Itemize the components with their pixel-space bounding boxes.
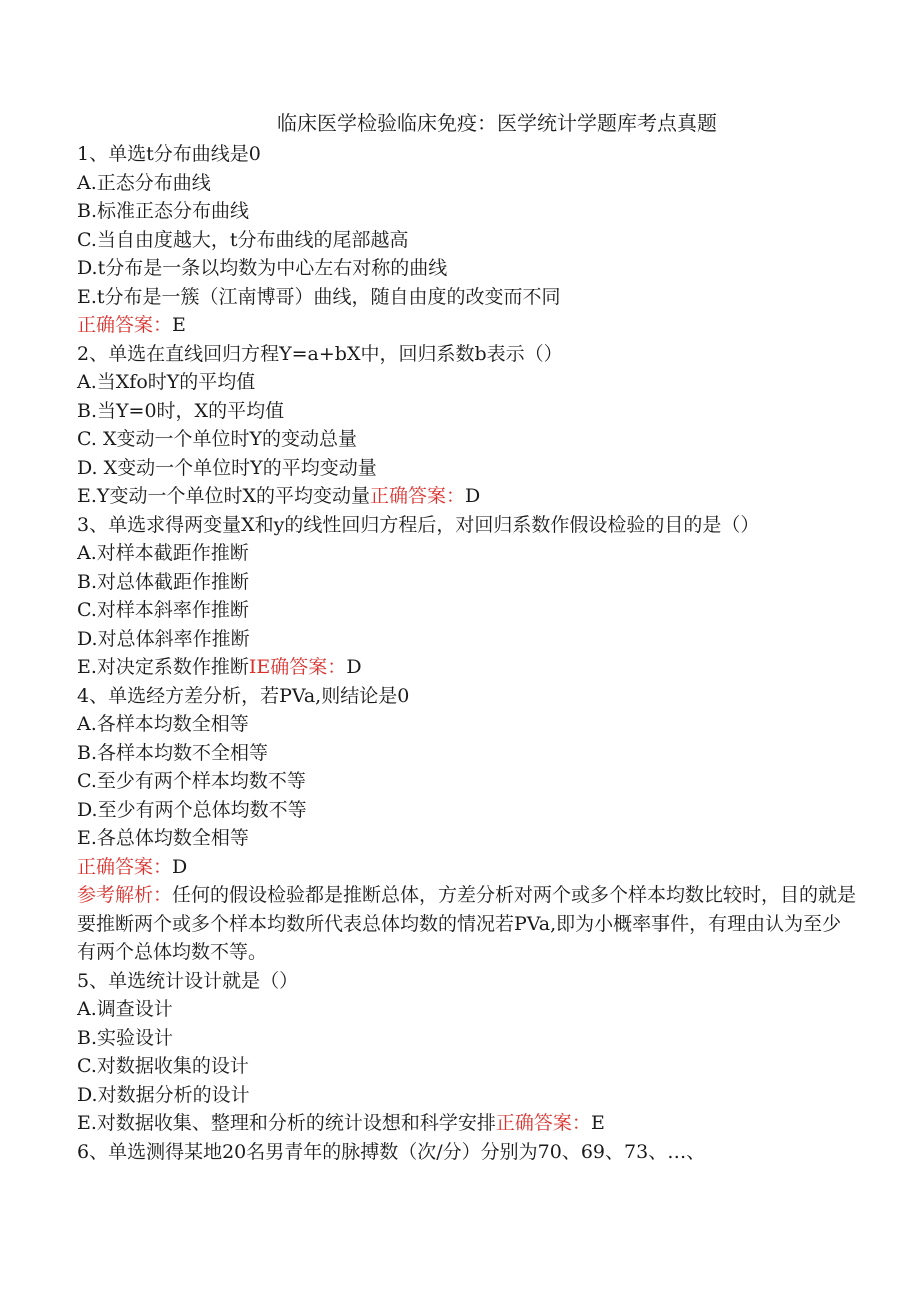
line-text: C. X变动一个单位时Y的变动总量 — [77, 428, 358, 450]
line-text: E.各总体均数全相等 — [77, 827, 249, 849]
answer-label: 参考解析： — [77, 884, 173, 906]
line-text: C.对样本斜率作推断 — [77, 599, 249, 621]
line-text: 2、单选在直线回归方程Y=a+bX中，回归系数b表示（） — [77, 342, 563, 365]
text-line — [77, 853, 857, 882]
line-text: 1、单选t分布曲线是0 — [77, 143, 261, 165]
text-line — [77, 140, 857, 169]
text-line — [77, 482, 857, 511]
line-text: E.Y变动一个单位时X的平均变动量 — [77, 485, 370, 507]
text-line — [77, 226, 857, 255]
line-text: D. X变动一个单位时Y的平均变动量 — [77, 456, 377, 479]
text-line — [77, 995, 857, 1024]
line-text: B.标准正态分布曲线 — [77, 200, 250, 222]
line-text: E — [172, 314, 186, 336]
line-text: A.调查设计 — [77, 998, 173, 1020]
text-line — [77, 197, 857, 226]
line-text: E.对数据收集、整理和分析的统计设想和科学安排 — [77, 1112, 496, 1134]
answer-label: 正确答案： — [495, 1112, 591, 1134]
line-text: E.t分布是一簇（江南博哥）曲线，随自由度的改变而不同 — [77, 285, 561, 308]
text-line — [77, 596, 857, 625]
text-line — [77, 881, 857, 967]
text-line — [77, 340, 857, 369]
answer-label: 正确答案： — [369, 485, 465, 507]
line-text: E.对决定系数作推断 — [77, 656, 249, 678]
text-line — [77, 1138, 857, 1167]
line-text: 3、单选求得两变量X和y的线性回归方程后，对回归系数作假设检验的目的是（） — [77, 513, 760, 536]
text-line — [77, 625, 857, 654]
text-line — [77, 169, 857, 198]
line-text: 6、单选测得某地20名男青年的脉搏数（次/分）分别为70、69、73、…、 — [77, 1140, 706, 1163]
text-line — [77, 967, 857, 996]
line-text: A.对样本截距作推断 — [77, 542, 249, 564]
text-line — [77, 739, 857, 768]
text-line — [77, 1109, 857, 1138]
line-text: 4、单选经方差分析，若PVa,则结论是0 — [77, 684, 410, 707]
line-text: D — [172, 855, 188, 878]
line-text: B.对总体截距作推断 — [77, 570, 250, 593]
line-text: C.对数据收集的设计 — [77, 1055, 249, 1077]
line-text: D.t分布是一条以均数为中心左右对称的曲线 — [77, 257, 448, 279]
line-text: A.当Xfo时Y的平均值 — [77, 371, 256, 393]
line-text: A.正态分布曲线 — [77, 171, 211, 194]
document-page — [77, 108, 857, 1166]
line-text: C.至少有两个样本均数不等 — [77, 770, 306, 792]
answer-label: 正确答案： — [77, 314, 173, 336]
text-line — [77, 796, 857, 825]
line-text: C.当自由度越大，t分布曲线的尾部越高 — [77, 228, 409, 251]
text-line — [77, 254, 857, 283]
text-line — [77, 1081, 857, 1110]
text-line — [77, 568, 857, 597]
text-line — [77, 283, 857, 312]
text-line — [77, 1024, 857, 1053]
line-text: B.各样本均数不全相等 — [77, 741, 269, 764]
answer-label: IE确答案： — [248, 656, 347, 678]
line-text: A.各样本均数全相等 — [77, 713, 249, 735]
text-line — [77, 1052, 857, 1081]
text-line — [77, 539, 857, 568]
text-line — [77, 511, 857, 540]
text-line — [77, 767, 857, 796]
page-title: 临床医学检验临床免疫：医学统计学题库考点真题 — [277, 111, 717, 135]
line-text: D.至少有两个总体均数不等 — [77, 798, 307, 821]
text-line — [77, 397, 857, 426]
line-text: B.实验设计 — [77, 1026, 174, 1049]
line-text: D.对总体斜率作推断 — [77, 627, 250, 650]
text-line — [77, 425, 857, 454]
document-body — [77, 140, 857, 1166]
answer-value: E — [590, 1112, 605, 1134]
text-line — [77, 454, 857, 483]
answer-value: D — [465, 485, 481, 507]
line-text: 5、单选统计设计就是（） — [77, 969, 299, 992]
line-text: D.对数据分析的设计 — [77, 1083, 250, 1106]
text-line — [77, 824, 857, 853]
text-line — [77, 311, 857, 340]
text-line — [77, 653, 857, 682]
answer-value: D — [346, 656, 362, 678]
text-line — [77, 368, 857, 397]
text-line — [77, 682, 857, 711]
text-line — [77, 710, 857, 739]
answer-label: 正确答案： — [77, 855, 173, 878]
line-text: 任何的假设检验都是推断总体，方差分析对两个或多个样本均数比较时，目的就是要推断两个或多个样本均数所代表总体均数的情况若PVa,即为小概率事件，有理由认为至少有两个总体均数不等。 — [77, 884, 857, 963]
line-text: B.当Y=0时，X的平均值 — [77, 399, 285, 422]
